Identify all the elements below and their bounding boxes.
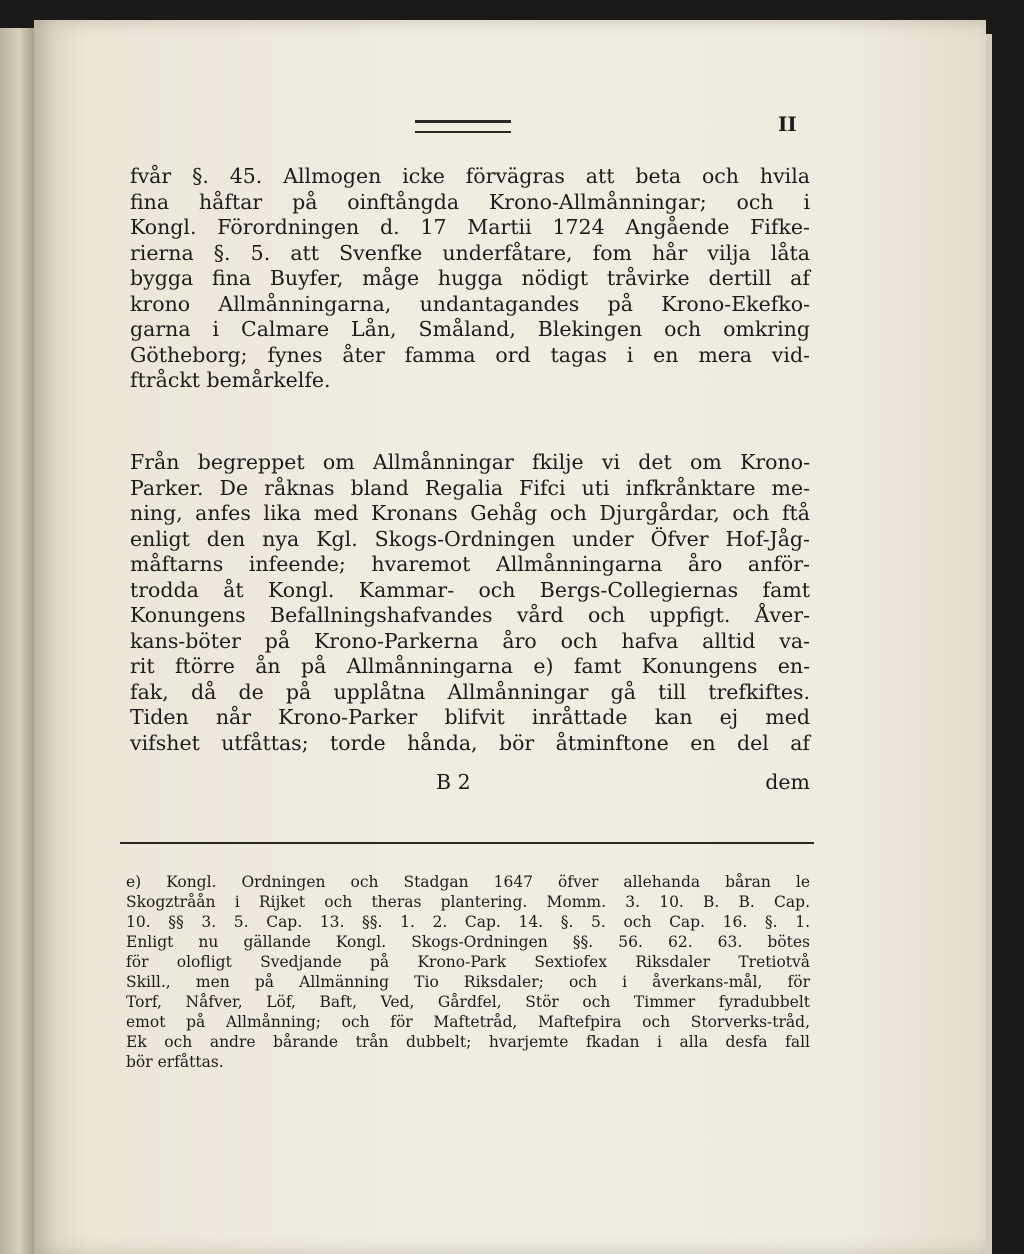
text-line: rierna §. 5. att Svenfke underfåtare, fom hår vilja låta xyxy=(130,240,810,265)
text-line: vifshet utfåttas; torde hånda, bör åtminftone en del af xyxy=(130,730,810,755)
page-edge xyxy=(986,34,992,1254)
text-line: fvår §. 45. Allmogen icke förvägras att beta och hvila xyxy=(130,164,810,188)
printer-signature-mark: B 2 xyxy=(436,770,471,794)
facing-page-edge xyxy=(0,28,34,1254)
paragraph-1 xyxy=(130,164,810,394)
text-line: Tiden når Krono-Parker blifvit inråttade kan ej med xyxy=(130,705,810,729)
footnote-line: Skill., men på Allmänning Tio Riksdaler; och i åverkans-mål, för xyxy=(126,973,810,991)
footnote xyxy=(126,872,810,1072)
text-line: Från begreppet om Allmånningar fkilje vi det om Krono- xyxy=(130,450,810,474)
text-line: krono Allmånningarna, undantagandes på Krono-Ekefko- xyxy=(130,291,810,316)
footnote-line: Enligt nu gällande Kongl. Skogs-Ordningen §§. 56. 62. 63. bötes xyxy=(126,933,810,951)
text-line: fina håftar på oinftångda Krono-Allmånningar; och i xyxy=(130,189,810,214)
text-line: Parker. De råknas bland Regalia Fifci uti infkrånktare me- xyxy=(130,475,810,500)
text-line: Götheborg; fynes åter famma ord tagas i en mera vid- xyxy=(130,342,810,367)
text-line: rit ftörre ån på Allmånningarna e) famt Konungens en- xyxy=(130,654,810,678)
footnote-line: Skogztråån i Rijket och theras plantering. Momm. 3. 10. B. B. Cap. xyxy=(126,893,810,911)
footnote-line: e) Kongl. Ordningen och Stadgan 1647 öfver allehanda båran le xyxy=(126,873,810,891)
text-line: Kongl. Förordningen d. 17 Martii 1724 Angående Fifke- xyxy=(130,215,810,239)
page-number: II xyxy=(778,112,797,136)
footnote-line: Ek och andre bårande trån dubbelt; hvarjemte fkadan i alla desfa fall xyxy=(126,1033,810,1051)
header-ornament-rule xyxy=(415,120,511,133)
footnote-line: 10. §§ 3. 5. Cap. 13. §§. 1. 2. Cap. 14. §. 5. och Cap. 16. §. 1. xyxy=(126,913,810,931)
text-line: enligt den nya Kgl. Skogs-Ordningen under Öfver Hof-Jåg- xyxy=(130,526,810,551)
text-line: ftråckt bemårkelfe. xyxy=(130,368,331,392)
text-line: bygga fina Buyfer, måge hugga nödigt tråvirke dertill af xyxy=(130,266,810,290)
text-line: fak, då de på upplåtna Allmånningar gå till trefkiftes. xyxy=(130,679,810,704)
footnote-line: för olofligt Svedjande på Krono-Park Sextiofex Riksdaler Tretiotvå xyxy=(126,953,810,971)
footnote-line: bör erfåttas. xyxy=(126,1053,224,1071)
paragraph-2 xyxy=(130,450,810,756)
text-line: ning, anfes lika med Kronans Gehåg och Djurgårdar, och ftå xyxy=(130,501,810,525)
footnote-line: emot på Allmånning; och för Maftetråd, Maftefpira och Storverks-tråd, xyxy=(126,1013,810,1031)
text-line: trodda åt Kongl. Kammar- och Bergs-Collegiernas famt xyxy=(130,577,810,602)
text-line: Konungens Befallningshafvandes vård och uppfigt. Åver- xyxy=(130,603,810,627)
footnote-line: Torf, Nåfver, Löf, Baft, Ved, Gårdfel, Stör och Timmer fyradubbelt xyxy=(126,993,810,1011)
catchword: dem xyxy=(765,770,810,794)
footnote-rule xyxy=(120,842,814,844)
text-line: måftarns infeende; hvaremot Allmånningarna åro anför- xyxy=(130,552,810,576)
signature-row xyxy=(130,770,810,796)
text-line: kans-böter på Krono-Parkerna åro och hafva alltid va- xyxy=(130,628,810,653)
text-line: garna i Calmare Lån, Småland, Blekingen och omkring xyxy=(130,317,810,341)
